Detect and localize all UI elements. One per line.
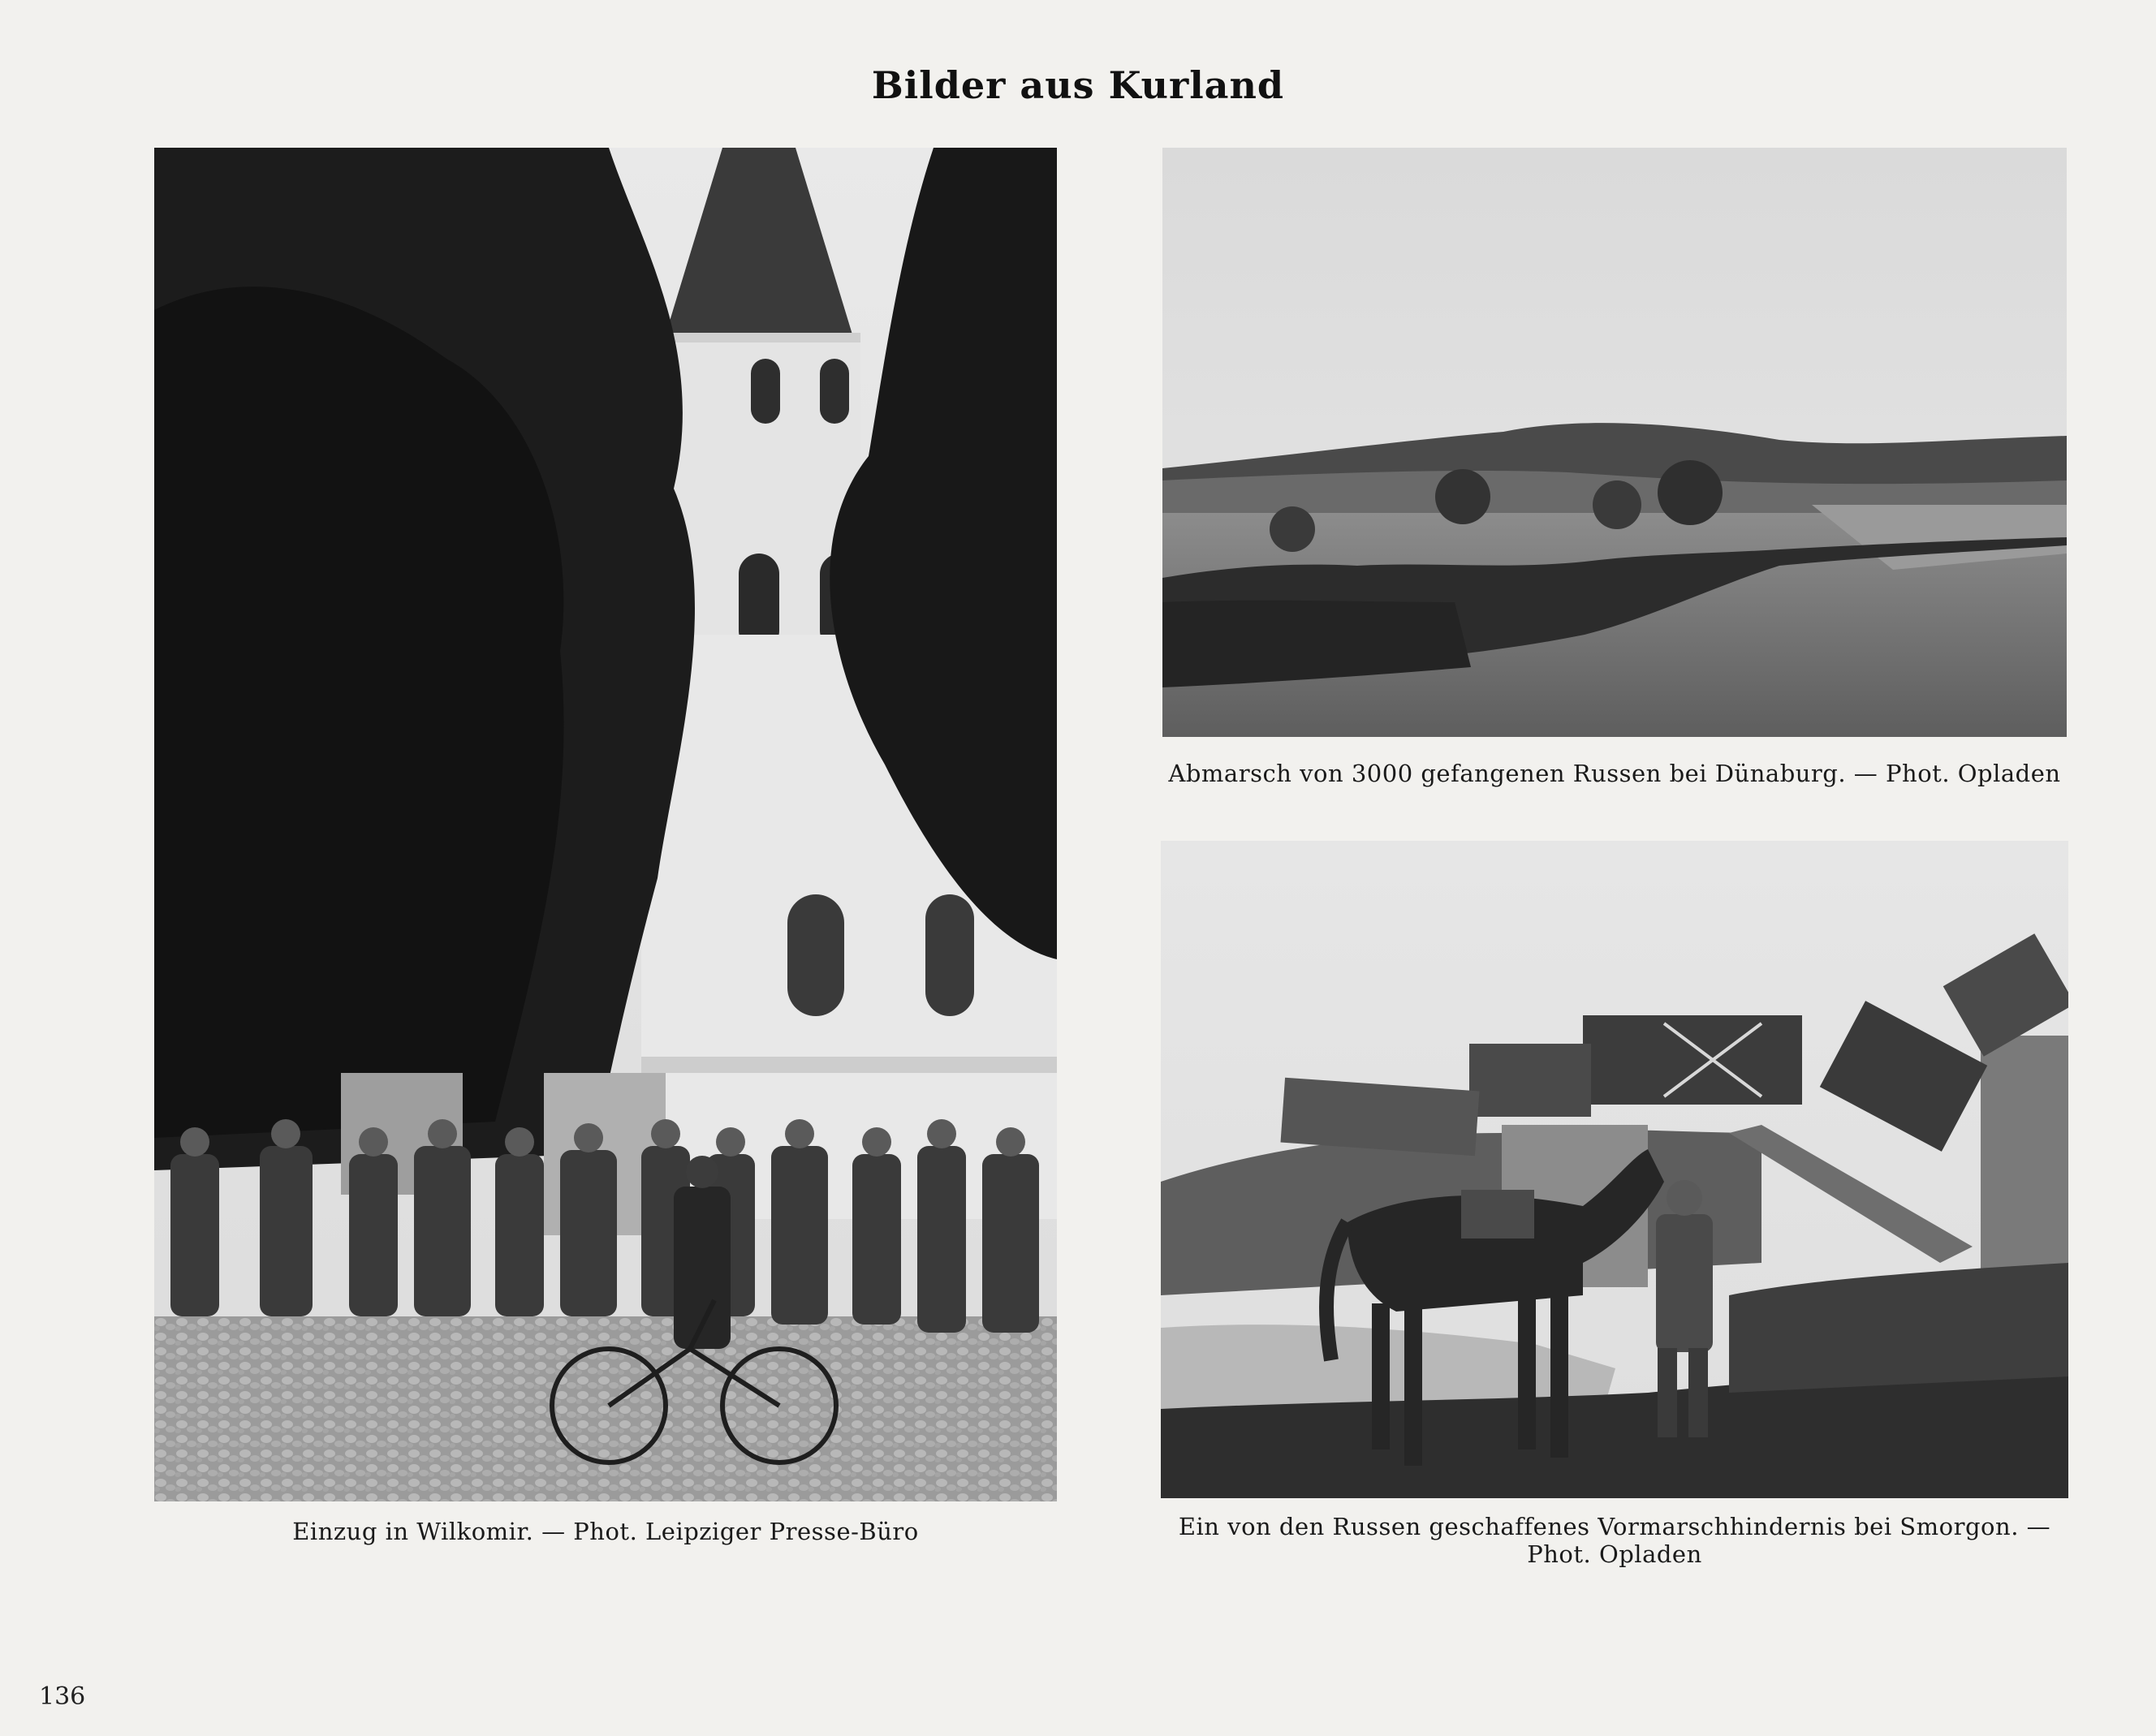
page-title: Bilder aus Kurland	[871, 63, 1285, 107]
photo-prisoners-march	[1162, 148, 2067, 737]
photo-caption: Ein von den Russen geschaffenes Vormarschhindernis bei Smorgon. — Phot. Opladen	[1178, 1513, 2051, 1568]
photo-caption: Einzug in Wilkomir. — Phot. Leipziger Presse-Büro	[292, 1518, 919, 1545]
page-number: 136	[39, 1682, 86, 1711]
photo-church-march	[154, 148, 1057, 1501]
photo-derailed-train	[1161, 841, 2068, 1498]
photo-caption: Abmarsch von 3000 gefangenen Russen bei Dünaburg. — Phot. Opladen	[1168, 760, 2061, 787]
